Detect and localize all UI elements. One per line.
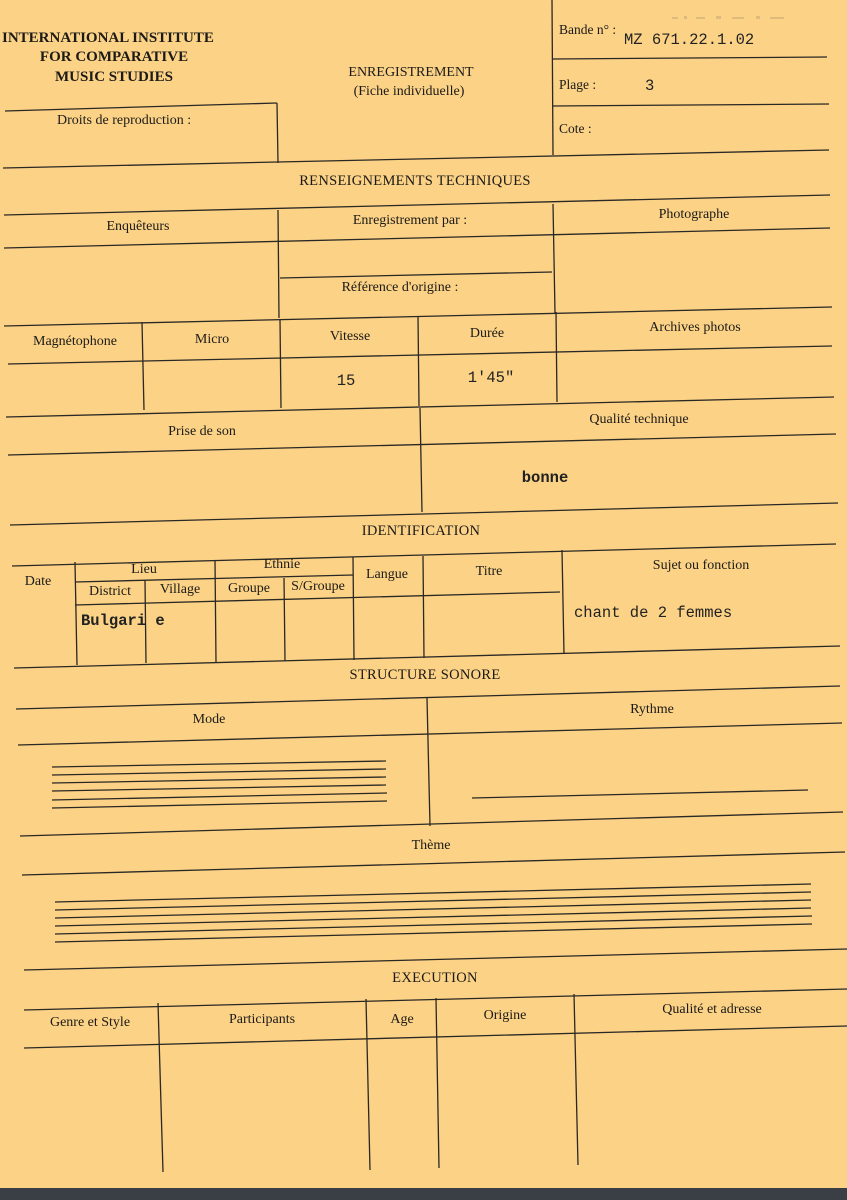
rythme-label: Rythme [630,702,674,717]
vitesse-label: Vitesse [329,329,371,344]
titre-label: Titre [475,564,503,579]
faint-stamp-mark [672,10,792,20]
institute-name-line1: INTERNATIONAL INSTITUTE [2,30,214,46]
origine-label: Origine [483,1008,527,1023]
plage-label: Plage : [559,77,597,92]
langue-label: Langue [366,567,408,582]
district-label: District [89,584,131,599]
ethnie-label: Ethnie [263,557,301,572]
micro-label: Micro [194,332,230,347]
sujet-value: chant de 2 femmes [574,604,733,622]
duree-value: 1'45" [467,369,515,387]
form-title: ENREGISTREMENT [348,65,474,80]
section-execution-title: EXECUTION [392,970,478,986]
genre-style-label: Genre et Style [49,1015,131,1030]
archives-photos-label: Archives photos [649,320,741,335]
qualite-technique-label: Qualité technique [589,412,689,427]
institute-name-line2: FOR COMPARATIVE [39,49,189,65]
district-value: Bulgari e [81,612,165,630]
reference-origine-label: Référence d'origine : [341,280,459,295]
vitesse-value: 15 [336,372,356,390]
institute-name-line3: MUSIC STUDIES [55,69,173,85]
cote-label: Cote : [559,121,592,136]
village-label: Village [159,582,201,597]
enqueteurs-label: Enquêteurs [106,219,170,234]
theme-label: Thème [411,838,451,853]
plage-value: 3 [645,77,655,95]
droits-label: Droits de reproduction : [57,113,192,128]
date-label: Date [24,574,52,589]
section-technical-title: RENSEIGNEMENTS TECHNIQUES [299,173,531,189]
lieu-label: Lieu [131,562,157,577]
form-subtitle: (Fiche individuelle) [353,84,465,99]
groupe-label: Groupe [228,581,270,596]
qualite-technique-value: bonne [521,469,569,487]
duree-label: Durée [469,326,505,341]
section-identification-title: IDENTIFICATION [361,523,481,539]
photographe-label: Photographe [658,207,730,222]
enregistrement-par-label: Enregistrement par : [352,213,468,228]
bande-label: Bande n° : [559,22,617,37]
prise-de-son-label: Prise de son [168,424,236,439]
mode-label: Mode [192,712,226,727]
participants-label: Participants [228,1012,296,1027]
qualite-adresse-label: Qualité et adresse [662,1002,762,1017]
age-label: Age [390,1012,414,1027]
section-structure-title: STRUCTURE SONORE [349,667,501,683]
sujet-label: Sujet ou fonction [652,558,750,573]
bande-value: MZ 671.22.1.02 [624,31,755,49]
sgroupe-label: S/Groupe [291,579,345,594]
magnetophone-label: Magnétophone [33,334,117,349]
